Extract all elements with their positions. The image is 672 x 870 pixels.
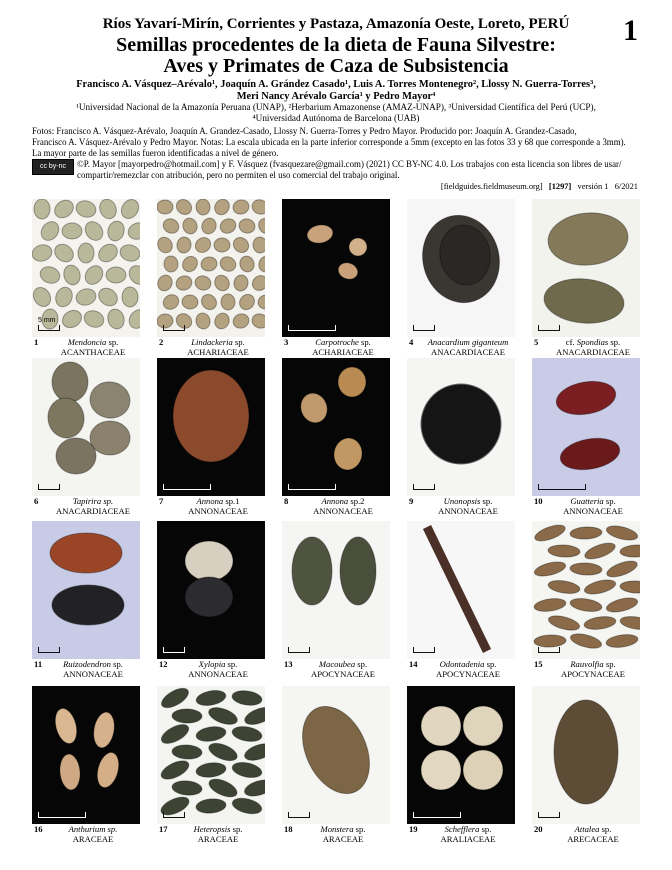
plate-number: 20 <box>534 824 543 834</box>
license-text: ©P. Mayor [mayorpedro@hotmail.com] y F. Vásquez (fvasquezare@gmail.com) (2021) CC BY-NC 4.0. Los trabajos con esta licencia son libres de usar/ compartir/remezclar con atribución, pero no permiten el uso comercial del trabajo original. <box>77 159 622 180</box>
seed-illustration <box>532 358 640 496</box>
seed-illustration <box>532 521 640 659</box>
family-name: APOCYNACEAE <box>561 669 625 679</box>
scale-bar <box>288 325 336 331</box>
seed-photo <box>407 686 515 824</box>
site-link[interactable]: [fieldguides.fieldmuseum.org] <box>440 182 543 191</box>
seed-illustration <box>407 686 515 824</box>
species-qualifier: sp.1 <box>223 496 240 506</box>
species-qualifier: sp. <box>230 824 243 834</box>
seed-illustration <box>157 358 265 496</box>
seed-photo <box>32 199 140 337</box>
plate-number: 3 <box>284 337 289 347</box>
scale-bar <box>38 325 60 331</box>
authors-line-1: Francisco A. Vásquez–Arévalo¹, Joaquín A. Grández Casado¹, Luis A. Torres Montenegro², Llossy N. Guerra-Torres³, <box>76 79 596 90</box>
genus-name: Attalea <box>574 824 600 834</box>
guide-number: [1297] <box>548 182 572 191</box>
seed-photo <box>32 686 140 824</box>
seed-illustration <box>532 199 640 337</box>
plate-number: 19 <box>409 824 418 834</box>
scale-bar <box>163 325 185 331</box>
family-name: ARACEAE <box>197 834 239 844</box>
seed-photo <box>532 199 640 337</box>
plate-number: 10 <box>534 496 543 506</box>
scale-bar <box>538 325 560 331</box>
genus-name: Mendoncia <box>67 337 107 347</box>
family-name: ARACEAE <box>72 834 114 844</box>
scale-bar <box>538 812 560 818</box>
guide-meta <box>441 182 638 191</box>
seed-illustration <box>282 199 390 337</box>
species-qualifier: sp. <box>479 824 492 834</box>
genus-name: Lindackeria <box>191 337 233 347</box>
scale-bar <box>38 812 86 818</box>
genus-name: Heteropsis <box>193 824 231 834</box>
family-name: ANACARDIACEAE <box>56 506 130 516</box>
scale-bar <box>538 647 560 653</box>
family-name: ACHARIACEAE <box>187 347 249 357</box>
plate-number: 16 <box>34 824 43 834</box>
family-name: APOCYNACEAE <box>311 669 375 679</box>
scale-bar <box>288 484 336 490</box>
scale-bar <box>538 484 586 490</box>
species-qualifier: sp. <box>358 337 371 347</box>
genus-name: Macoubea <box>318 659 356 669</box>
seed-illustration <box>407 521 515 659</box>
plate-number: 4 <box>409 337 414 347</box>
seed-photo <box>532 358 640 496</box>
license-block <box>32 159 642 181</box>
plate-number: 9 <box>409 496 414 506</box>
genus-name: Anacardium giganteum <box>427 337 509 347</box>
genus-name: Xylopia <box>198 659 226 669</box>
species-qualifier: sp. <box>110 659 123 669</box>
page-title: Semillas procedentes de la dieta de Fauna Silvestre: <box>116 34 556 56</box>
scale-bar <box>413 484 435 490</box>
seed-photo <box>157 358 265 496</box>
seed-illustration <box>32 358 140 496</box>
seed-illustration <box>157 521 265 659</box>
seed-illustration <box>282 686 390 824</box>
genus-name: Annona <box>321 496 349 506</box>
plate-number: 6 <box>34 496 39 506</box>
species-qualifier: sp. <box>603 496 616 506</box>
family-name: ANACARDIACEAE <box>431 347 505 357</box>
scale-bar <box>38 484 60 490</box>
seed-photo <box>32 521 140 659</box>
genus-name: Schefflera <box>444 824 480 834</box>
genus-name: Ruizodendron <box>63 659 111 669</box>
seed-photo <box>32 358 140 496</box>
seed-illustration <box>407 358 515 496</box>
seed-illustration <box>32 686 140 824</box>
genus-name: Annona <box>196 496 224 506</box>
seed-photo <box>282 358 390 496</box>
authors <box>20 79 652 103</box>
seed-illustration <box>32 521 140 659</box>
scale-bar <box>413 647 435 653</box>
photo-notes <box>32 126 642 159</box>
scale-bar <box>163 812 185 818</box>
family-name: ANNONACEAE <box>188 669 248 679</box>
family-name: ANNONACEAE <box>438 506 498 516</box>
family-name: ANNONACEAE <box>188 506 248 516</box>
plate-number: 7 <box>159 496 164 506</box>
seed-photo <box>407 358 515 496</box>
family-name: ACANTHACEAE <box>60 347 126 357</box>
genus-name: Carpotroche <box>315 337 359 347</box>
scale-bar <box>413 325 435 331</box>
species-qualifier: sp. <box>599 824 612 834</box>
seed-illustration <box>157 199 265 337</box>
seed-illustration <box>532 686 640 824</box>
page-number: 1 <box>623 14 638 47</box>
plate-number: 12 <box>159 659 168 669</box>
page-subtitle: Aves y Primates de Caza de Subsistencia <box>163 55 509 77</box>
seed-photo <box>407 199 515 337</box>
seed-photo <box>282 199 390 337</box>
plate-number: 8 <box>284 496 289 506</box>
seed-photo <box>282 521 390 659</box>
family-name: ARALIACEAE <box>440 834 496 844</box>
authors-line-2: Meri Nancy Arévalo García¹ y Pedro Mayor⁴ <box>236 91 436 102</box>
scale-bar <box>288 812 310 818</box>
notes-line-1: Fotos: Francisco A. Vásquez-Arévalo, Joaquín A. Grandez-Casado, Llossy N. Guerra-Torres y Pedro Mayor. Producido por: Joaquín A. Grandez-Casado, <box>32 126 577 136</box>
species-qualifier: sp. <box>608 337 621 347</box>
affiliations-line-1: ¹Universidad Nacional de la Amazonía Peruana (UNAP), ²Herbarium Amazonense (AMAZ-UNAP), ³Universidad Científica del Perú (UCP), <box>76 102 596 112</box>
species-qualifier: sp. <box>106 337 119 347</box>
affiliations-line-2: ⁴Universidad Autónoma de Barcelona (UAB) <box>252 113 420 123</box>
seed-photo <box>282 686 390 824</box>
species-qualifier: sp. <box>603 659 616 669</box>
species-qualifier: sp. <box>484 659 497 669</box>
species-qualifier: sp. <box>225 659 238 669</box>
plate-number: 5 <box>534 337 539 347</box>
species-qualifier: sp.2 <box>348 496 365 506</box>
scale-bar <box>413 812 461 818</box>
scale-bar <box>163 484 211 490</box>
species-qualifier: sp. <box>355 659 368 669</box>
species-qualifier: sp. <box>353 824 366 834</box>
family-name: ANACARDIACEAE <box>556 347 630 357</box>
plate-number: 1 <box>34 337 39 347</box>
seed-illustration <box>157 686 265 824</box>
seed-illustration <box>282 358 390 496</box>
species-qualifier: sp. <box>232 337 245 347</box>
seed-photo <box>532 686 640 824</box>
plate-number: 13 <box>284 659 293 669</box>
seed-photo <box>157 521 265 659</box>
plate-number: 14 <box>409 659 418 669</box>
seed-photo <box>157 686 265 824</box>
family-name: ARECACEAE <box>567 834 619 844</box>
plate-number: 17 <box>159 824 168 834</box>
species-qualifier: sp. <box>480 496 493 506</box>
taxon-qualifier-prefix: cf. <box>565 337 577 347</box>
scale-bar <box>288 647 310 653</box>
notes-line-2: Francisco A. Vásquez-Arévalo y Pedro Mayor. Notas: La escala ubicada en la parte inferior corresponde a 5mm (excepto en las fotos 33 y 68 que corresponde a 3mm). <box>32 137 626 147</box>
family-name: ANNONACEAE <box>63 669 123 679</box>
genus-name: Guatteria <box>570 496 604 506</box>
family-name: ACHARIACEAE <box>312 347 374 357</box>
seed-illustration <box>407 199 515 337</box>
genus-name: Unonopsis <box>443 496 481 506</box>
genus-name: Monstera <box>320 824 354 834</box>
genus-name: Spondias <box>576 337 609 347</box>
seed-photo <box>157 199 265 337</box>
seed-illustration <box>282 521 390 659</box>
plate-number: 15 <box>534 659 543 669</box>
seed-photo <box>407 521 515 659</box>
genus-name: Anthurium sp. <box>68 824 118 834</box>
scale-label: 5 mm <box>38 317 56 324</box>
scale-bar <box>38 647 60 653</box>
seed-photo <box>532 521 640 659</box>
genus-name: Tapirira sp. <box>72 496 114 506</box>
family-name: APOCYNACEAE <box>436 669 500 679</box>
notes-line-3: La mayor parte de las semillas fueron identificadas a nivel de género. <box>32 148 279 158</box>
location-heading: Ríos Yavarí-Mirín, Corrientes y Pastaza, Amazonía Oeste, Loreto, PERÚ <box>102 16 570 32</box>
genus-name: Rauvolfia <box>570 659 604 669</box>
version-label: versión 1 <box>577 182 609 191</box>
family-name: ARACEAE <box>322 834 364 844</box>
genus-name: Odontadenia <box>439 659 485 669</box>
affiliations <box>20 102 652 124</box>
plate-number: 11 <box>34 659 43 669</box>
plate-number: 2 <box>159 337 164 347</box>
family-name: ANNONACEAE <box>313 506 373 516</box>
family-name: ANNONACEAE <box>563 506 623 516</box>
date-label: 6/2021 <box>614 182 638 191</box>
plate-number: 18 <box>284 824 293 834</box>
scale-bar <box>163 647 185 653</box>
cc-license-badge[interactable]: cc by-nc <box>32 159 74 175</box>
